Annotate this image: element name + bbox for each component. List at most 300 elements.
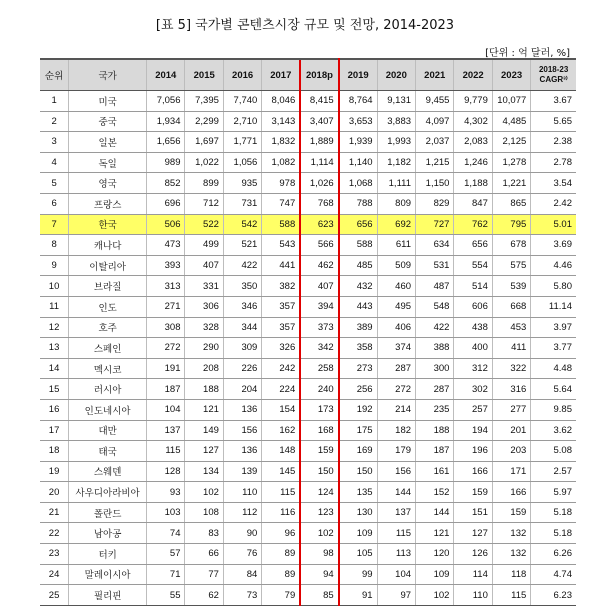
value-cell: 7,056 bbox=[147, 91, 185, 112]
value-cell: 1,082 bbox=[262, 152, 300, 173]
table-row bbox=[40, 317, 576, 338]
rank-cell: 6 bbox=[40, 193, 69, 214]
value-cell: 326 bbox=[262, 338, 300, 359]
value-cell: 300 bbox=[416, 358, 454, 379]
rank-cell: 19 bbox=[40, 461, 69, 482]
table-row bbox=[40, 235, 576, 256]
cagr-cell: 5.80 bbox=[531, 276, 576, 297]
value-cell: 1,221 bbox=[492, 173, 530, 194]
value-cell: 1,246 bbox=[454, 152, 492, 173]
value-cell: 188 bbox=[185, 379, 223, 400]
value-cell: 668 bbox=[492, 296, 530, 317]
value-cell: 71 bbox=[147, 564, 185, 585]
cagr-cell: 2.78 bbox=[531, 152, 576, 173]
cagr-cell: 5.08 bbox=[531, 441, 576, 462]
value-cell: 7,395 bbox=[185, 91, 223, 112]
table-row bbox=[40, 338, 576, 359]
value-cell: 99 bbox=[339, 564, 377, 585]
value-cell: 98 bbox=[300, 544, 338, 565]
table-row bbox=[40, 461, 576, 482]
header-year: 2017 bbox=[262, 59, 300, 91]
value-cell: 154 bbox=[262, 399, 300, 420]
value-cell: 258 bbox=[300, 358, 338, 379]
value-cell: 935 bbox=[223, 173, 261, 194]
value-cell: 192 bbox=[339, 399, 377, 420]
value-cell: 521 bbox=[223, 235, 261, 256]
table-row bbox=[40, 502, 576, 523]
value-cell: 123 bbox=[300, 502, 338, 523]
value-cell: 2,710 bbox=[223, 111, 261, 132]
value-cell: 171 bbox=[492, 461, 530, 482]
value-cell: 112 bbox=[223, 502, 261, 523]
value-cell: 2,083 bbox=[454, 132, 492, 153]
value-cell: 115 bbox=[262, 482, 300, 503]
value-cell: 132 bbox=[492, 544, 530, 565]
value-cell: 328 bbox=[185, 317, 223, 338]
value-cell: 1,278 bbox=[492, 152, 530, 173]
value-cell: 84 bbox=[223, 564, 261, 585]
rank-cell: 10 bbox=[40, 276, 69, 297]
value-cell: 287 bbox=[377, 358, 415, 379]
value-cell: 1,832 bbox=[262, 132, 300, 153]
value-cell: 302 bbox=[454, 379, 492, 400]
rank-cell: 18 bbox=[40, 441, 69, 462]
value-cell: 109 bbox=[339, 523, 377, 544]
value-cell: 159 bbox=[492, 502, 530, 523]
value-cell: 126 bbox=[454, 544, 492, 565]
value-cell: 162 bbox=[262, 420, 300, 441]
value-cell: 422 bbox=[223, 255, 261, 276]
country-cell: 멕시코 bbox=[69, 358, 147, 379]
value-cell: 438 bbox=[454, 317, 492, 338]
value-cell: 522 bbox=[185, 214, 223, 235]
value-cell: 128 bbox=[147, 461, 185, 482]
table-row bbox=[40, 441, 576, 462]
value-cell: 8,764 bbox=[339, 91, 377, 112]
cagr-cell: 9.85 bbox=[531, 399, 576, 420]
value-cell: 308 bbox=[147, 317, 185, 338]
rank-cell: 20 bbox=[40, 482, 69, 503]
header-rank: 순위 bbox=[40, 59, 69, 91]
value-cell: 1,993 bbox=[377, 132, 415, 153]
rank-cell: 13 bbox=[40, 338, 69, 359]
value-cell: 2,037 bbox=[416, 132, 454, 153]
value-cell: 2,125 bbox=[492, 132, 530, 153]
cagr-cell: 4.48 bbox=[531, 358, 576, 379]
header-year-estimate: 2018p bbox=[300, 59, 338, 91]
header-row bbox=[40, 59, 576, 91]
value-cell: 696 bbox=[147, 193, 185, 214]
value-cell: 460 bbox=[377, 276, 415, 297]
value-cell: 156 bbox=[223, 420, 261, 441]
cagr-cell: 3.69 bbox=[531, 235, 576, 256]
value-cell: 346 bbox=[223, 296, 261, 317]
country-cell: 터키 bbox=[69, 544, 147, 565]
value-cell: 588 bbox=[339, 235, 377, 256]
country-cell: 중국 bbox=[69, 111, 147, 132]
value-cell: 83 bbox=[185, 523, 223, 544]
cagr-cell: 4.74 bbox=[531, 564, 576, 585]
value-cell: 400 bbox=[454, 338, 492, 359]
rank-cell: 2 bbox=[40, 111, 69, 132]
cagr-cell: 2.42 bbox=[531, 193, 576, 214]
header-cagr-period: 2018-23 bbox=[538, 65, 569, 74]
value-cell: 113 bbox=[377, 544, 415, 565]
country-cell: 러시아 bbox=[69, 379, 147, 400]
table-row bbox=[40, 399, 576, 420]
country-cell: 태국 bbox=[69, 441, 147, 462]
value-cell: 4,097 bbox=[416, 111, 454, 132]
value-cell: 109 bbox=[416, 564, 454, 585]
value-cell: 224 bbox=[262, 379, 300, 400]
value-cell: 373 bbox=[300, 317, 338, 338]
value-cell: 118 bbox=[492, 564, 530, 585]
value-cell: 272 bbox=[147, 338, 185, 359]
country-cell: 사우디아라비아 bbox=[69, 482, 147, 503]
value-cell: 388 bbox=[416, 338, 454, 359]
value-cell: 94 bbox=[300, 564, 338, 585]
value-cell: 1,068 bbox=[339, 173, 377, 194]
value-cell: 350 bbox=[223, 276, 261, 297]
country-cell: 한국 bbox=[69, 214, 147, 235]
value-cell: 144 bbox=[377, 482, 415, 503]
value-cell: 226 bbox=[223, 358, 261, 379]
table-row bbox=[40, 482, 576, 503]
value-cell: 149 bbox=[185, 420, 223, 441]
value-cell: 989 bbox=[147, 152, 185, 173]
value-cell: 342 bbox=[300, 338, 338, 359]
value-cell: 203 bbox=[492, 441, 530, 462]
value-cell: 495 bbox=[377, 296, 415, 317]
country-cell: 프랑스 bbox=[69, 193, 147, 214]
rank-cell: 23 bbox=[40, 544, 69, 565]
value-cell: 852 bbox=[147, 173, 185, 194]
header-cagr bbox=[531, 59, 576, 91]
table-row bbox=[40, 132, 576, 153]
value-cell: 136 bbox=[223, 441, 261, 462]
value-cell: 441 bbox=[262, 255, 300, 276]
value-cell: 3,883 bbox=[377, 111, 415, 132]
value-cell: 8,046 bbox=[262, 91, 300, 112]
value-cell: 134 bbox=[185, 461, 223, 482]
value-cell: 1,114 bbox=[300, 152, 338, 173]
value-cell: 116 bbox=[262, 502, 300, 523]
value-cell: 137 bbox=[147, 420, 185, 441]
value-cell: 187 bbox=[416, 441, 454, 462]
value-cell: 110 bbox=[223, 482, 261, 503]
value-cell: 102 bbox=[185, 482, 223, 503]
cagr-cell: 3.67 bbox=[531, 91, 576, 112]
value-cell: 566 bbox=[300, 235, 338, 256]
value-cell: 1,182 bbox=[377, 152, 415, 173]
value-cell: 509 bbox=[377, 255, 415, 276]
value-cell: 588 bbox=[262, 214, 300, 235]
cagr-cell: 3.97 bbox=[531, 317, 576, 338]
value-cell: 287 bbox=[416, 379, 454, 400]
value-cell: 978 bbox=[262, 173, 300, 194]
value-cell: 7,740 bbox=[223, 91, 261, 112]
value-cell: 847 bbox=[454, 193, 492, 214]
value-cell: 692 bbox=[377, 214, 415, 235]
value-cell: 747 bbox=[262, 193, 300, 214]
value-cell: 182 bbox=[377, 420, 415, 441]
value-cell: 169 bbox=[339, 441, 377, 462]
value-cell: 432 bbox=[339, 276, 377, 297]
value-cell: 121 bbox=[185, 399, 223, 420]
cagr-cell: 3.62 bbox=[531, 420, 576, 441]
value-cell: 358 bbox=[339, 338, 377, 359]
value-cell: 1,056 bbox=[223, 152, 261, 173]
country-cell: 미국 bbox=[69, 91, 147, 112]
country-cell: 필리핀 bbox=[69, 585, 147, 606]
rank-cell: 25 bbox=[40, 585, 69, 606]
value-cell: 322 bbox=[492, 358, 530, 379]
rank-cell: 22 bbox=[40, 523, 69, 544]
table-row bbox=[40, 111, 576, 132]
rank-cell: 12 bbox=[40, 317, 69, 338]
value-cell: 96 bbox=[262, 523, 300, 544]
cagr-cell: 11.14 bbox=[531, 296, 576, 317]
value-cell: 55 bbox=[147, 585, 185, 606]
cagr-cell: 3.54 bbox=[531, 173, 576, 194]
value-cell: 575 bbox=[492, 255, 530, 276]
value-cell: 1,934 bbox=[147, 111, 185, 132]
value-cell: 316 bbox=[492, 379, 530, 400]
value-cell: 678 bbox=[492, 235, 530, 256]
value-cell: 104 bbox=[147, 399, 185, 420]
country-cell: 대만 bbox=[69, 420, 147, 441]
value-cell: 374 bbox=[377, 338, 415, 359]
header-cagr-label: CAGR³⁾ bbox=[539, 75, 568, 84]
country-cell: 영국 bbox=[69, 173, 147, 194]
value-cell: 74 bbox=[147, 523, 185, 544]
value-cell: 539 bbox=[492, 276, 530, 297]
value-cell: 73 bbox=[223, 585, 261, 606]
value-cell: 151 bbox=[454, 502, 492, 523]
header-year: 2023 bbox=[492, 59, 530, 91]
value-cell: 656 bbox=[339, 214, 377, 235]
value-cell: 462 bbox=[300, 255, 338, 276]
header-country: 국가 bbox=[69, 59, 147, 91]
value-cell: 2,299 bbox=[185, 111, 223, 132]
value-cell: 829 bbox=[416, 193, 454, 214]
value-cell: 89 bbox=[262, 564, 300, 585]
value-cell: 150 bbox=[300, 461, 338, 482]
value-cell: 1,771 bbox=[223, 132, 261, 153]
value-cell: 3,143 bbox=[262, 111, 300, 132]
value-cell: 3,653 bbox=[339, 111, 377, 132]
header-year: 2019 bbox=[339, 59, 377, 91]
value-cell: 271 bbox=[147, 296, 185, 317]
value-cell: 85 bbox=[300, 585, 338, 606]
value-cell: 389 bbox=[339, 317, 377, 338]
value-cell: 309 bbox=[223, 338, 261, 359]
value-cell: 214 bbox=[377, 399, 415, 420]
value-cell: 543 bbox=[262, 235, 300, 256]
value-cell: 788 bbox=[339, 193, 377, 214]
value-cell: 104 bbox=[377, 564, 415, 585]
value-cell: 175 bbox=[339, 420, 377, 441]
cagr-cell: 2.38 bbox=[531, 132, 576, 153]
value-cell: 120 bbox=[416, 544, 454, 565]
value-cell: 768 bbox=[300, 193, 338, 214]
value-cell: 159 bbox=[454, 482, 492, 503]
value-cell: 9,455 bbox=[416, 91, 454, 112]
value-cell: 91 bbox=[339, 585, 377, 606]
value-cell: 187 bbox=[147, 379, 185, 400]
value-cell: 121 bbox=[416, 523, 454, 544]
table-row bbox=[40, 585, 576, 606]
value-cell: 407 bbox=[300, 276, 338, 297]
rank-cell: 3 bbox=[40, 132, 69, 153]
cagr-cell: 6.26 bbox=[531, 544, 576, 565]
value-cell: 3,407 bbox=[300, 111, 338, 132]
value-cell: 712 bbox=[185, 193, 223, 214]
cagr-cell: 5.18 bbox=[531, 502, 576, 523]
value-cell: 148 bbox=[262, 441, 300, 462]
value-cell: 331 bbox=[185, 276, 223, 297]
value-cell: 312 bbox=[454, 358, 492, 379]
cagr-cell: 5.97 bbox=[531, 482, 576, 503]
value-cell: 795 bbox=[492, 214, 530, 235]
rank-cell: 16 bbox=[40, 399, 69, 420]
rank-cell: 11 bbox=[40, 296, 69, 317]
rank-cell: 14 bbox=[40, 358, 69, 379]
value-cell: 8,415 bbox=[300, 91, 338, 112]
value-cell: 57 bbox=[147, 544, 185, 565]
value-cell: 102 bbox=[416, 585, 454, 606]
value-cell: 443 bbox=[339, 296, 377, 317]
value-cell: 407 bbox=[185, 255, 223, 276]
value-cell: 144 bbox=[416, 502, 454, 523]
value-cell: 277 bbox=[492, 399, 530, 420]
value-cell: 97 bbox=[377, 585, 415, 606]
unit-label: [단위 : 억 달러, %] bbox=[485, 48, 570, 59]
value-cell: 66 bbox=[185, 544, 223, 565]
country-cell: 말레이시아 bbox=[69, 564, 147, 585]
table-row bbox=[40, 296, 576, 317]
cagr-cell: 5.18 bbox=[531, 523, 576, 544]
value-cell: 127 bbox=[185, 441, 223, 462]
value-cell: 194 bbox=[454, 420, 492, 441]
value-cell: 357 bbox=[262, 296, 300, 317]
header-year: 2022 bbox=[454, 59, 492, 91]
country-cell: 이탈리아 bbox=[69, 255, 147, 276]
value-cell: 135 bbox=[339, 482, 377, 503]
value-cell: 1,215 bbox=[416, 152, 454, 173]
value-cell: 1,022 bbox=[185, 152, 223, 173]
value-cell: 76 bbox=[223, 544, 261, 565]
cagr-cell: 5.65 bbox=[531, 111, 576, 132]
value-cell: 394 bbox=[300, 296, 338, 317]
table-row bbox=[40, 276, 576, 297]
value-cell: 240 bbox=[300, 379, 338, 400]
value-cell: 110 bbox=[454, 585, 492, 606]
value-cell: 127 bbox=[454, 523, 492, 544]
value-cell: 606 bbox=[454, 296, 492, 317]
country-cell: 브라질 bbox=[69, 276, 147, 297]
country-cell: 캐나다 bbox=[69, 235, 147, 256]
table-row bbox=[40, 255, 576, 276]
value-cell: 1,656 bbox=[147, 132, 185, 153]
value-cell: 191 bbox=[147, 358, 185, 379]
value-cell: 865 bbox=[492, 193, 530, 214]
rank-cell: 5 bbox=[40, 173, 69, 194]
value-cell: 166 bbox=[454, 461, 492, 482]
value-cell: 115 bbox=[147, 441, 185, 462]
rank-cell: 21 bbox=[40, 502, 69, 523]
value-cell: 90 bbox=[223, 523, 261, 544]
value-cell: 9,779 bbox=[454, 91, 492, 112]
value-cell: 130 bbox=[339, 502, 377, 523]
cagr-cell: 5.01 bbox=[531, 214, 576, 235]
value-cell: 179 bbox=[377, 441, 415, 462]
value-cell: 542 bbox=[223, 214, 261, 235]
value-cell: 731 bbox=[223, 193, 261, 214]
value-cell: 411 bbox=[492, 338, 530, 359]
header-year: 2015 bbox=[185, 59, 223, 91]
value-cell: 204 bbox=[223, 379, 261, 400]
table-row bbox=[40, 358, 576, 379]
rank-cell: 15 bbox=[40, 379, 69, 400]
table-row bbox=[40, 193, 576, 214]
table-row bbox=[40, 214, 576, 235]
table-row bbox=[40, 173, 576, 194]
value-cell: 554 bbox=[454, 255, 492, 276]
value-cell: 611 bbox=[377, 235, 415, 256]
value-cell: 499 bbox=[185, 235, 223, 256]
value-cell: 899 bbox=[185, 173, 223, 194]
value-cell: 93 bbox=[147, 482, 185, 503]
value-cell: 115 bbox=[492, 585, 530, 606]
cagr-cell: 5.64 bbox=[531, 379, 576, 400]
value-cell: 382 bbox=[262, 276, 300, 297]
value-cell: 77 bbox=[185, 564, 223, 585]
value-cell: 1,026 bbox=[300, 173, 338, 194]
country-cell: 폴란드 bbox=[69, 502, 147, 523]
value-cell: 623 bbox=[300, 214, 338, 235]
table-row bbox=[40, 379, 576, 400]
value-cell: 727 bbox=[416, 214, 454, 235]
value-cell: 656 bbox=[454, 235, 492, 256]
value-cell: 196 bbox=[454, 441, 492, 462]
value-cell: 168 bbox=[300, 420, 338, 441]
cagr-cell: 4.46 bbox=[531, 255, 576, 276]
value-cell: 145 bbox=[262, 461, 300, 482]
value-cell: 103 bbox=[147, 502, 185, 523]
table-row bbox=[40, 564, 576, 585]
value-cell: 357 bbox=[262, 317, 300, 338]
table-row bbox=[40, 420, 576, 441]
value-cell: 201 bbox=[492, 420, 530, 441]
table-row bbox=[40, 152, 576, 173]
value-cell: 150 bbox=[339, 461, 377, 482]
value-cell: 1,697 bbox=[185, 132, 223, 153]
value-cell: 208 bbox=[185, 358, 223, 379]
value-cell: 406 bbox=[377, 317, 415, 338]
value-cell: 4,485 bbox=[492, 111, 530, 132]
table-row bbox=[40, 91, 576, 112]
rank-cell: 9 bbox=[40, 255, 69, 276]
cagr-cell: 6.23 bbox=[531, 585, 576, 606]
table-row bbox=[40, 523, 576, 544]
value-cell: 1,150 bbox=[416, 173, 454, 194]
value-cell: 1,939 bbox=[339, 132, 377, 153]
value-cell: 531 bbox=[416, 255, 454, 276]
value-cell: 89 bbox=[262, 544, 300, 565]
value-cell: 762 bbox=[454, 214, 492, 235]
table-title: [표 5] 국가별 콘텐츠시장 규모 및 전망, 2014-2023 bbox=[155, 18, 455, 33]
